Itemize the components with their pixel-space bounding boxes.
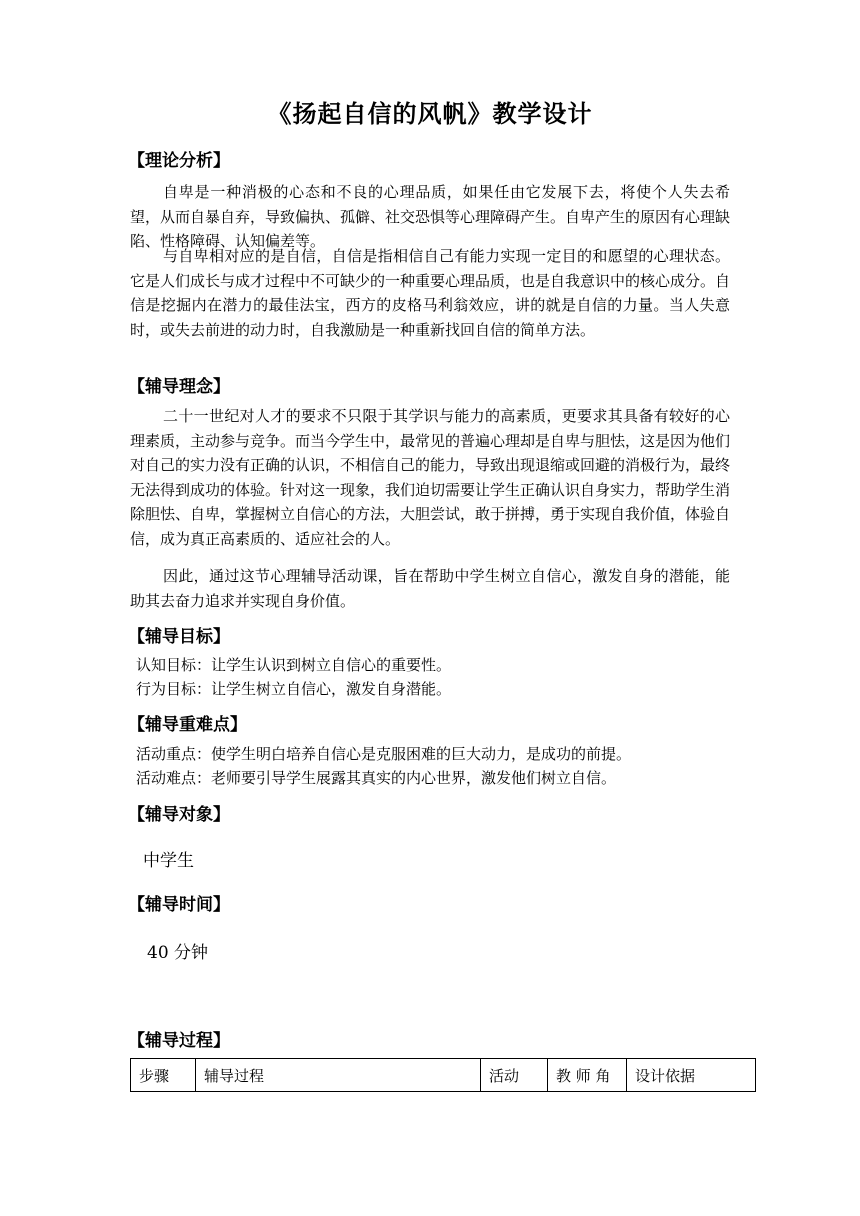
time-value: 40 分钟 [147, 943, 209, 963]
concept-paragraph-1: 二十一世纪对人才的要求不只限于其学识与能力的高素质，更要求其具备有较好的心理素质，主动参与竞争。而当今学生中，最常见的普遍心理却是自卑与胆怯，这是因为他们对自己的实力没有正确的认识，不相信自己的能力，导致出现退缩或回避的消极行为，最终无法得到成功的体验。针对这一现象，我们迫切需要让学生正确认识自身实力，帮助学生消除胆怯、自卑，掌握树立自信心的方法，大胆尝试，敢于拼搏，勇于实现自我价值，体验自信，成为真正高素质的、适应社会的人。 [130, 407, 731, 548]
heading-target: 【辅导对象】 [128, 805, 230, 825]
heading-time: 【辅导时间】 [128, 895, 230, 915]
theory-paragraph-2: 与自卑相对应的是自信，自信是指相信自己有能力实现一定目的和愿望的心理状态。它是人们成长与成才过程中不可缺少的一种重要心理品质，也是自我意识中的核心成分。自信是挖掘内在潜力的最佳法宝，西方的皮格马利翁效应，讲的就是自信的力量。当人失意时，或失去前进的动力时，自我激励是一种重新找回自信的简单方法。 [130, 247, 731, 339]
heading-process: 【辅导过程】 [128, 1031, 230, 1051]
document-title: 《扬起自信的风帆》教学设计 [267, 100, 593, 128]
col-teacher-role: 教 师 角 [548, 1059, 627, 1092]
key-point: 活动重点：使学生明白培养自信心是克服困难的巨大动力，是成功的前提。 [136, 745, 632, 763]
heading-difficulty: 【辅导重难点】 [128, 715, 247, 735]
heading-goals: 【辅导目标】 [128, 627, 230, 647]
col-design-basis: 设计依据 [627, 1059, 756, 1092]
target-value: 中学生 [143, 851, 194, 871]
col-step: 步骤 [131, 1059, 196, 1092]
goal-cognitive: 认知目标：让学生认识到树立自信心的重要性。 [136, 656, 452, 674]
concept-paragraph-2: 因此，通过这节心理辅导活动课，旨在帮助中学生树立自信心，激发自身的潜能，能助其去奋力追求并实现自身价值。 [130, 567, 730, 610]
difficult-point: 活动难点：老师要引导学生展露其真实的内心世界，激发他们树立自信。 [136, 769, 617, 787]
heading-concept: 【辅导理念】 [128, 377, 230, 397]
theory-paragraph-1: 自卑是一种消极的心态和不良的心理品质，如果任由它发展下去，将使个人失去希望，从而自暴自弃，导致偏执、孤僻、社交恐惧等心理障碍产生。自卑产生的原因有心理缺陷、性格障碍、认知偏差等。 [130, 183, 731, 250]
col-process: 辅导过程 [196, 1059, 481, 1092]
goal-behavior: 行为目标：让学生树立自信心，激发自身潜能。 [136, 680, 452, 698]
process-table [130, 1058, 756, 1092]
col-activity: 活动 [481, 1059, 548, 1092]
heading-theory: 【理论分析】 [128, 151, 230, 171]
table-header-row [131, 1059, 756, 1092]
